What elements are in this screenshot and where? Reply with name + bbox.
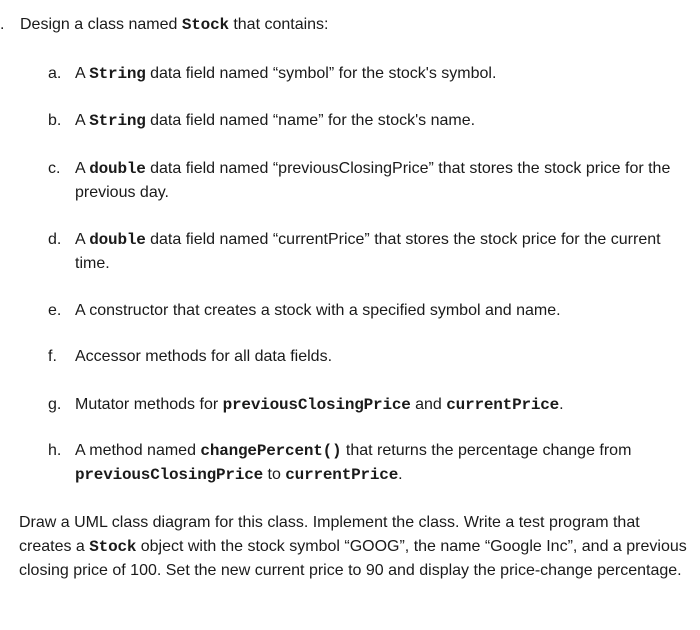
text-run: object with the stock symbol “GOOG”, the name “Google Inc”, and a previous closing price of 100. Set the new current price to 90 and display the price-change percentage.: [19, 538, 687, 579]
requirement-item-e: [48, 299, 688, 323]
item-text: Accessor methods for all data fields.: [75, 348, 333, 365]
text-run: and: [410, 396, 447, 413]
code-run: double: [89, 160, 146, 178]
text-run: A: [75, 65, 90, 82]
item-text: [75, 109, 688, 133]
item-text: [75, 62, 688, 86]
item-letter: a.: [48, 65, 62, 82]
text-run: that returns the percentage change from: [341, 442, 632, 459]
item-letter: c.: [48, 160, 61, 177]
task-instructions: [19, 511, 694, 583]
requirement-item-d: [48, 228, 688, 276]
text-run: to: [263, 466, 286, 483]
code-run: previousClosingPrice: [75, 466, 264, 484]
requirement-item-g: [48, 393, 688, 417]
requirement-item-a: [48, 62, 688, 86]
code-run: changePercent(): [200, 442, 342, 460]
intro-tail: that contains:: [228, 16, 329, 33]
code-run: String: [89, 65, 146, 83]
item-text: [75, 228, 688, 276]
requirement-item-b: [48, 109, 688, 133]
text-run: .: [398, 466, 403, 483]
item-letter: f.: [48, 348, 57, 365]
item-text: [75, 393, 688, 417]
text-run: data field named “name” for the stock's name.: [145, 112, 476, 129]
requirement-item-f: [48, 345, 688, 369]
text-run: A: [75, 112, 90, 129]
text-run: .: [559, 396, 564, 413]
item-letter: g.: [48, 396, 62, 413]
text-run: A method named: [75, 442, 201, 459]
text-run: Draw a UML class diagram for this class. Implement the class. Write a test program that creates a: [19, 514, 640, 555]
code-run: double: [89, 231, 146, 249]
item-letter: h.: [48, 442, 62, 459]
code-run: String: [89, 112, 146, 130]
text-run: A: [75, 160, 90, 177]
text-run: data field named “currentPrice” that stores the stock price for the current time.: [75, 231, 661, 272]
text-run: data field named “previousClosingPrice” that stores the stock price for the previous day.: [75, 160, 671, 201]
code-run: currentPrice: [285, 466, 399, 484]
code-run: currentPrice: [446, 396, 560, 414]
item-letter: e.: [48, 302, 62, 319]
requirement-item-h: [48, 439, 688, 487]
text-run: A: [75, 231, 90, 248]
code-run: previousClosingPrice: [222, 396, 411, 414]
code-run: Stock: [89, 538, 137, 556]
intro-lead: Design a class named: [20, 16, 182, 33]
problem-number: .: [0, 16, 5, 33]
item-letter: d.: [48, 231, 62, 248]
text-run: data field named “symbol” for the stock's symbol.: [145, 65, 497, 82]
class-name-code: Stock: [181, 16, 229, 34]
problem-statement: [0, 14, 680, 36]
text-run: Mutator methods for: [75, 396, 223, 413]
item-text: A constructor that creates a stock with a specified symbol and name.: [75, 302, 561, 319]
item-text: [75, 157, 688, 205]
requirement-item-c: [48, 157, 688, 205]
item-letter: b.: [48, 112, 62, 129]
item-text: [75, 439, 688, 487]
